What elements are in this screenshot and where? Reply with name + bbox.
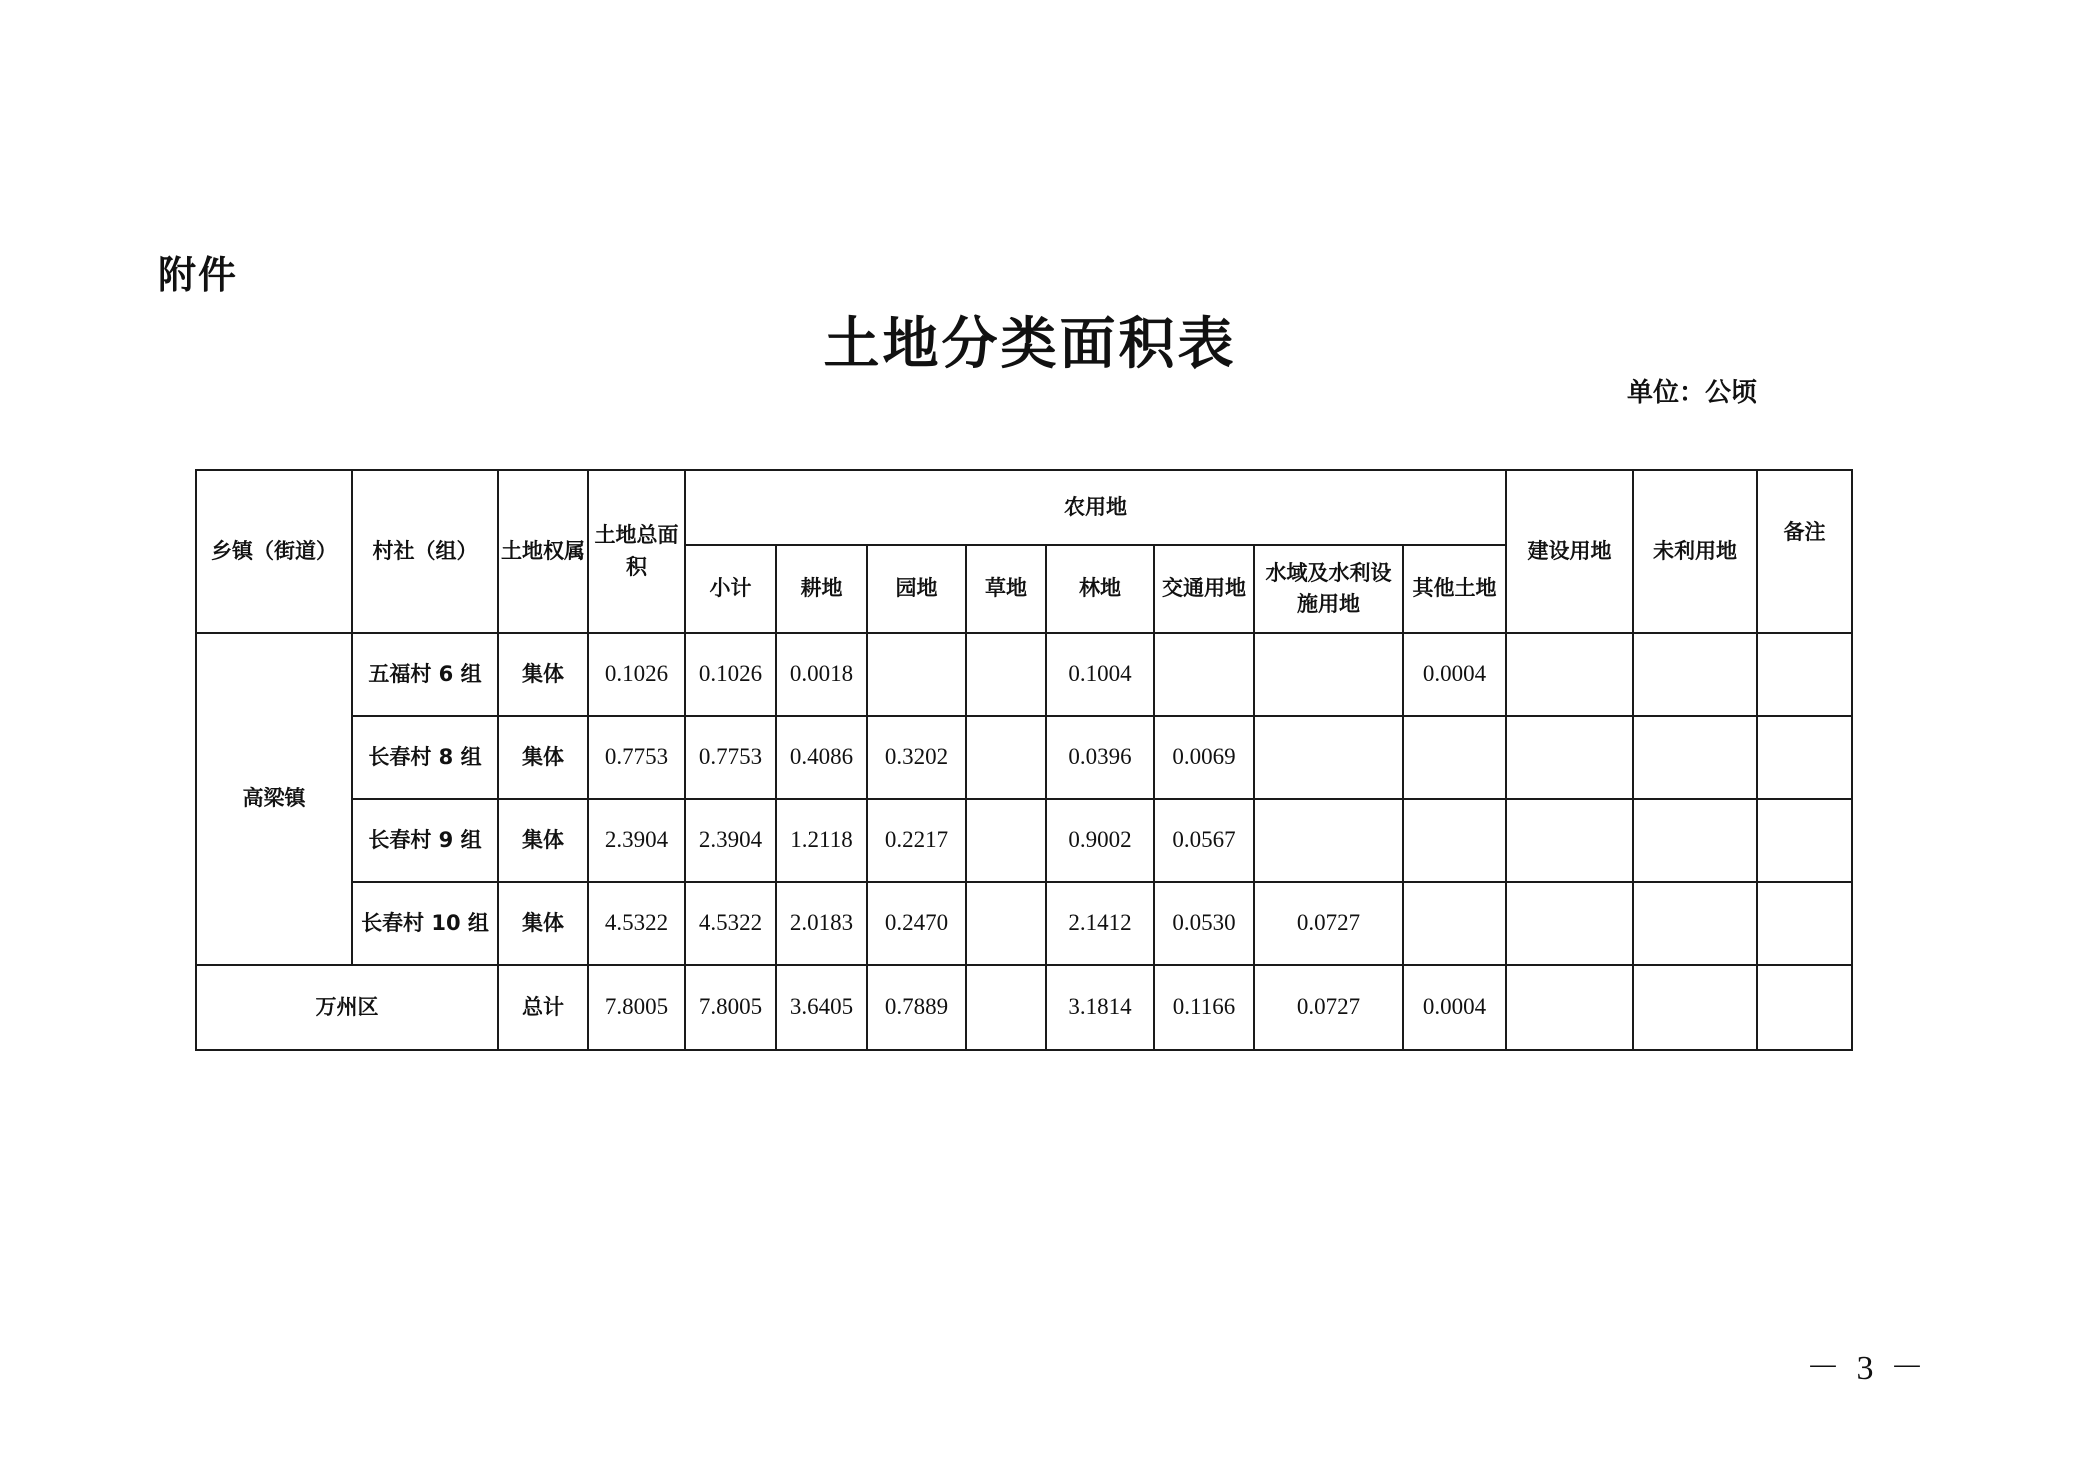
village-cell: 长春村 9 组 (352, 799, 498, 882)
header-transport: 交通用地 (1154, 545, 1254, 633)
other-cell (1403, 716, 1506, 799)
document-title: 土地分类面积表 (823, 312, 1237, 377)
cultivated-cell: 1.2118 (776, 799, 867, 882)
water-cell (1254, 799, 1403, 882)
garden-cell: 0.7889 (867, 965, 966, 1050)
district-cell: 万州区 (196, 965, 498, 1050)
cultivated-cell: 0.0018 (776, 633, 867, 716)
cultivated-cell: 3.6405 (776, 965, 867, 1050)
grassland-cell (966, 633, 1046, 716)
header-grassland: 草地 (966, 545, 1046, 633)
header-row-1 (196, 470, 1852, 545)
subtotal-cell: 0.1026 (685, 633, 776, 716)
construction-cell (1506, 633, 1633, 716)
subtotal-cell: 4.5322 (685, 882, 776, 965)
ownership-cell: 集体 (498, 882, 588, 965)
total-row (196, 965, 1852, 1050)
total-area-cell: 7.8005 (588, 965, 685, 1050)
transport-cell: 0.1166 (1154, 965, 1254, 1050)
total-area-cell: 0.7753 (588, 716, 685, 799)
table-row (196, 799, 1852, 882)
table-row (196, 882, 1852, 965)
construction-cell (1506, 799, 1633, 882)
water-cell (1254, 716, 1403, 799)
grassland-cell (966, 882, 1046, 965)
total-area-cell: 0.1026 (588, 633, 685, 716)
unused-cell (1633, 716, 1757, 799)
header-subtotal: 小计 (685, 545, 776, 633)
header-total-area: 土地总面积 (588, 470, 685, 633)
construction-cell (1506, 882, 1633, 965)
header-agricultural: 农用地 (685, 470, 1506, 545)
total-area-cell: 2.3904 (588, 799, 685, 882)
remarks-cell (1757, 882, 1852, 965)
forest-cell: 0.0396 (1046, 716, 1154, 799)
remarks-cell (1757, 965, 1852, 1050)
table-row (196, 716, 1852, 799)
remarks-cell (1757, 716, 1852, 799)
forest-cell: 3.1814 (1046, 965, 1154, 1050)
forest-cell: 2.1412 (1046, 882, 1154, 965)
header-garden: 园地 (867, 545, 966, 633)
subtotal-cell: 2.3904 (685, 799, 776, 882)
subtotal-cell: 0.7753 (685, 716, 776, 799)
remarks-cell (1757, 633, 1852, 716)
unused-cell (1633, 633, 1757, 716)
garden-cell: 0.2217 (867, 799, 966, 882)
header-unused: 未利用地 (1633, 470, 1757, 633)
header-cultivated: 耕地 (776, 545, 867, 633)
village-cell: 长春村 8 组 (352, 716, 498, 799)
grassland-cell (966, 799, 1046, 882)
construction-cell (1506, 965, 1633, 1050)
attachment-label: 附件 (158, 253, 239, 297)
header-construction: 建设用地 (1506, 470, 1633, 633)
header-other: 其他土地 (1403, 545, 1506, 633)
total-area-cell: 4.5322 (588, 882, 685, 965)
header-remarks: 备注 (1757, 470, 1852, 633)
other-cell: 0.0004 (1403, 633, 1506, 716)
page-number: － 3 － (1806, 1350, 1928, 1387)
garden-cell: 0.2470 (867, 882, 966, 965)
transport-cell: 0.0069 (1154, 716, 1254, 799)
garden-cell (867, 633, 966, 716)
unused-cell (1633, 799, 1757, 882)
transport-cell (1154, 633, 1254, 716)
unused-cell (1633, 882, 1757, 965)
unused-cell (1633, 965, 1757, 1050)
remarks-cell (1757, 799, 1852, 882)
header-water: 水域及水利设施用地 (1254, 545, 1403, 633)
transport-cell: 0.0530 (1154, 882, 1254, 965)
other-cell (1403, 882, 1506, 965)
ownership-cell: 集体 (498, 633, 588, 716)
village-cell: 五福村 6 组 (352, 633, 498, 716)
water-cell: 0.0727 (1254, 882, 1403, 965)
header-village: 村社（组） (352, 470, 498, 633)
garden-cell: 0.3202 (867, 716, 966, 799)
land-classification-table (195, 469, 1853, 1051)
grassland-cell (966, 965, 1046, 1050)
village-cell: 长春村 10 组 (352, 882, 498, 965)
other-cell: 0.0004 (1403, 965, 1506, 1050)
subtotal-cell: 7.8005 (685, 965, 776, 1050)
ownership-cell: 集体 (498, 799, 588, 882)
township-cell: 高梁镇 (196, 633, 352, 965)
cultivated-cell: 0.4086 (776, 716, 867, 799)
construction-cell (1506, 716, 1633, 799)
forest-cell: 0.1004 (1046, 633, 1154, 716)
water-cell (1254, 633, 1403, 716)
ownership-cell: 集体 (498, 716, 588, 799)
water-cell: 0.0727 (1254, 965, 1403, 1050)
unit-label: 单位：公顷 (1627, 378, 1758, 408)
header-forest: 林地 (1046, 545, 1154, 633)
grassland-cell (966, 716, 1046, 799)
total-label-cell: 总计 (498, 965, 588, 1050)
header-township: 乡镇（街道） (196, 470, 352, 633)
forest-cell: 0.9002 (1046, 799, 1154, 882)
header-ownership: 土地权属 (498, 470, 588, 633)
cultivated-cell: 2.0183 (776, 882, 867, 965)
other-cell (1403, 799, 1506, 882)
transport-cell: 0.0567 (1154, 799, 1254, 882)
table-row (196, 633, 1852, 716)
